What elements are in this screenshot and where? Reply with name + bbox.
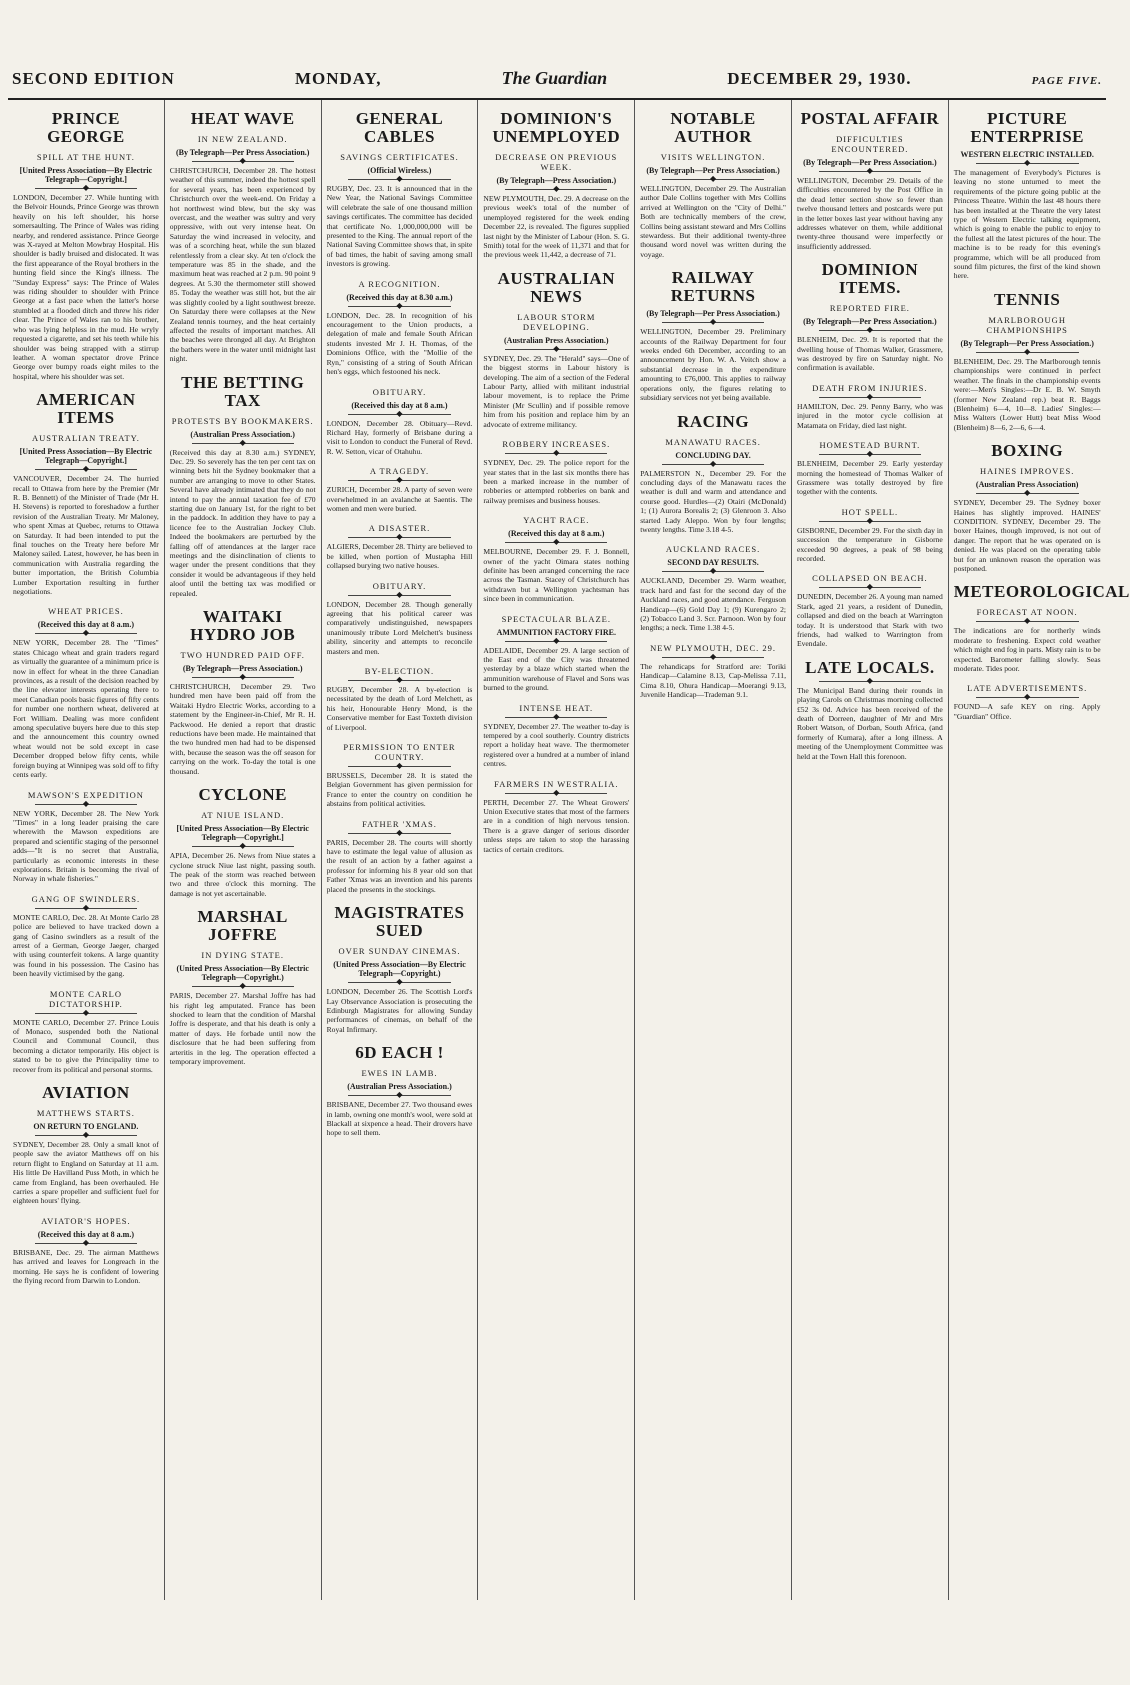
divider-rule [348,414,450,415]
article-body: The management of Everybody's Pictures is leaving no stone unturned to meet the requirements of the picture going public at the Princess Theatre. Within the last 48 hours there has been installed at the Theatre the very latest type of Western Electric talking equipment, which is going to enable the public to enjoy to the fullest all the latest pictures of the hour. The machine is to be ready for this evening's programme, which will be all produced from sound film pictures, the first of the kind shown here. [953,168,1101,281]
divider-rule [348,179,450,180]
article-body: PALMERSTON N., December 29. For the concluding days of the Manawatu races the weather is dull and warm and attendance and course good. Hurdles—(2) Otairi (McDonald) 1; (1) Aurora Borealis 2; (3) Glenroon 3. Also started Lady Aleppo. Won by four lengths; twenty lengths. Time 3.18 4-5. [640,468,786,534]
article-credit: (By Telegraph—Press Association.) [182,664,303,674]
article [797,507,943,564]
divider-rule [35,804,137,805]
masthead [8,68,1106,100]
divider-rule [662,571,764,572]
article-headline: DOMINION'S UNEMPLOYED [492,109,621,146]
column-1 [8,100,165,1600]
article-credit: AMMUNITION FACTORY FIRE. [496,627,616,637]
article-body: LONDON, Dec. 28. In recognition of his encouragement to the Union products, a delegation of male and female South African students invested Mr J. H. Thomas, of the Dominions Office, with the "Mollie of the Ryn," consisting of a string of South African hen's eggs, which festooned his neck. [326,310,473,377]
date-label: DECEMBER 29, 1930. [727,69,912,88]
article-body: SYDNEY, December 28. Only a small knot of people saw the aviator Matthews off on his return flight to England on Saturday at 11 a.m. His little De Havilland Puss Moth, in which he came from England, has been overhauled. He carries a spare propeller and sufficient fuel for eighteen hours' flying. [13,1140,159,1206]
article-subheading: DEATH FROM INJURIES. [812,382,928,393]
article-subheading: IN NEW ZEALAND. [197,134,288,144]
article-subheading: IN DYING STATE. [201,950,284,961]
article-credit: (Received this day at 8 a.m.) [508,529,605,539]
divider-rule [192,677,294,678]
article [954,291,1101,432]
column-4 [478,100,635,1600]
article-body: MELBOURNE, December 29. F. J. Bonnell, owner of the yacht Oimara states nothing definite has been arranged concerning the race across the Tasman. Stacey of Christchurch has withdrawn but a Wellington yachtsman has since been in communication. [483,547,630,604]
article-body: CHRISTCHURCH, December 28. The hottest weather of this summer, indeed the hottest spell for several years, has been experienced by Christchurch over the week-end. On Friday a hot northwest wind blew, but the sky was overcast, and the weather was sultry and very oppressive, with out very intense heat. On Saturday the wind increased in velocity, and was of a scorching heat, while the sun blazed relentlessly from a clear sky. At ten o'clock the temperature was 85 in the shade, and the maximum heat was reached at 2 p.m. 90 point 9 degrees. At 5.30 the thermometer still showed 85. Today the weather was still hot, but the air was slightly cooled by a light southwest breeze. On Saturday there were collapses at the New Zealand tennis tourney, and the heat certainly affected the results of important matches. All the beaches were thronged all day. At Brighton the bathers were in the water until midnight last night. [169,166,316,364]
article-subheading: LATE ADVERTISEMENTS. [967,683,1088,694]
column-3 [322,100,479,1600]
article-subheading: HOT SPELL. [841,506,899,517]
article-body: WELLINGTON, December 29. Details of the difficulties encountered by the Post Office in the dead letter section show so fewer than twelve thousand letters and postcards were put in the letter boxes last year without having any addresses whatever on them, while additional twenty-three thousand were imperfectly or insufficiently addressed. [796,176,943,251]
article-subheading: ROBBERY INCREASES. [502,439,611,450]
article [327,110,473,269]
divider-rule [35,188,137,189]
article-subheading: TWO HUNDRED PAID OFF. [180,650,305,661]
article-credit: (By Telegraph—Per Press Association.) [646,309,780,319]
article-credit: (Official Wireless.) [367,166,432,175]
article [954,442,1101,573]
columns-container [8,100,1130,1600]
divider-rule [348,680,450,681]
article-body: GISBORNE, December 29. For the sixth day in succession the temperature in Gisborne exceeded 90 degrees, a peak of 98 being recorded. [796,525,943,563]
article-credit: (By Telegraph—Per Press Association.) [960,338,1094,348]
article-subheading: SAVINGS CERTIFICATES. [340,152,459,162]
article [483,614,629,693]
column-5 [635,100,792,1600]
article-body: LONDON, December 28. Though generally agreeing that his political career was comparatively undistinguished, newspapers unanimously tribute Lord Melchett's business ability, sincerity and attempts to reconcile masters and men. [326,599,473,656]
article [483,439,629,505]
article-credit: CONCLUDING DAY. [675,450,751,460]
article [327,1044,473,1138]
article-headline: AMERICAN ITEMS [36,390,136,428]
divider-rule [192,443,294,444]
newspaper-page [8,68,1130,1677]
article [797,659,943,761]
article-body: WELLINGTON, December 29. The Australian author Dale Collins together with Mrs Collins arrived at Wellington on the "City of Delhi." Both are technically members of the crew, Collins being assistant steward and Mrs Collins stewardess. But their additional twenty-three thousand word novel was written during the voyage. [640,184,786,259]
article-body: SYDNEY, December 27. The weather to-day is tempered by a cool southerly. Country districts report a holiday heat wave. The thermometer registered over a hundred at a number of inland centres. [483,721,630,769]
article [13,110,159,381]
article-subheading: INTENSE HEAT. [519,702,594,713]
article [170,374,316,599]
article [170,786,316,898]
article-credit: (By Telegraph—Press Association.) [496,176,617,185]
divider-rule [976,352,1079,353]
article-headline: CYCLONE [198,785,287,805]
article-subheading: DIFFICULTIES ENCOUNTERED. [831,134,909,154]
divider-rule [662,322,764,323]
article-credit: [United Press Association—By Electric Telegraph—Copyright.] [19,166,153,184]
article [13,391,159,596]
article-subheading: OVER SUNDAY CINEMAS. [338,946,461,957]
article-body: APIA, December 26. News from Niue states a cyclone struck Niue last night, passing south. The peak of the storm was reached between two and three o'clock this morning. The damage is not yet ascertainable. [169,851,316,898]
article-body: ADELAIDE, December 29. A large section of the East end of the City was threatened yesterday by a blaze which started when the ammunition warehouse of Flavel and Sons was burned to the ground. [483,645,630,693]
day-label: MONDAY, [294,69,382,88]
article-headline: PICTURE ENTERPRISE [970,109,1084,146]
article-body: MONTE CARLO, Dec. 28. At Monte Carlo 28 police are believed to have tracked down a gang of Casino swindlers as a result of the arrest of a German, George Jaeger, charged with using counterfeit tokens. A large quantity was found in his possession. The Casino has been heavily victimised by the gang. [13,912,159,979]
article-body: LONDON, December 28. Obituary—Revd. Richard Hay, formerly of Brisbane during a visit to London to conduct the Funeral of Revd. R. W. Setton, vicar of Otahuhu. [326,418,473,456]
article-headline: DOMINION ITEMS. [821,260,919,298]
article [327,466,473,513]
divider-rule [819,397,921,398]
column-2 [165,100,322,1600]
article [483,270,629,429]
article [13,790,159,884]
article-body: MONTE CARLO, December 27. Prince Louis of Monaco, suspended both the National Council and Communal Council, thus becoming a dictator temporarily. His object is stated to be to give the Principality time to recover from its political and personal storms. [13,1017,159,1074]
divider-rule [348,982,450,983]
article-body: SYDNEY, Dec. 29. The "Herald" says—One of the biggest storms in Labour history is developing. The aim of a section of the Federal Labour Party, allied with militant industrial labour movement, is to replace the Prime Minister (Mr Scullin) and if possible remove him from his position and replace him by an advocate of extreme militancy. [483,353,630,429]
divider-rule [819,521,921,522]
article [13,1216,159,1286]
article [640,413,786,535]
divider-rule [35,469,137,470]
article-body: RUGBY, December 28. A by-election is necessitated by the death of Lord Melchett, as his heir, Honourable Henry Mond, is the Conservative member for East Toxteth division of Liverpool. [326,685,473,732]
article-body: PERTH, December 27. The Wheat Growers' Union Executive states that most of the farmers are in a condition of high nervous tension. There is a grave danger of serious disorder unless steps are taken to stop the harassing tactics of certain creditors. [483,797,630,854]
divider-rule [348,537,450,538]
article-body: BLENHEIM, Dec. 29. It is reported that the dwelling house of Thomas Walker, Grassmere, was destroyed by fire on Saturday night. No confirmation is available. [796,335,943,373]
article [13,1084,159,1206]
article-body: BRISBANE, Dec. 29. The airman Matthews has arrived and leaves for Longreach in the morning. He says he is confident of lowering the flying record from Darwin to London. [13,1247,159,1286]
article [327,279,473,377]
divider-rule [505,542,607,543]
paper-title: The Guardian [501,68,608,88]
article [327,666,473,732]
divider-rule [819,330,921,331]
article-body: The Municipal Band during their rounds in playing Carols on Christmas morning collected £52 3s 0d. Advice has been received of the death of Dorreen, daughter of Mr and Mrs Robert Watson, of Dorban, South Africa, (and formerly of Kumara), after a long illness. A meeting of the Unemployment Committee was held at the Town Hall this forenoon. [796,685,943,761]
article-body: CHRISTCHURCH, December 29. Two hundred men have been paid off from the Waitaki Hydro Electric Works, according to a statement by the Engineer-in-Chief, Mr R. H. Packwood. He denied a report that drastic reductions have been made. He maintained that the two hundred men had had to be dispensed with, because the season was the off season for carrying on the work. To-day the total is one thousand. [169,682,316,776]
article-credit: (Received this day at 8.30 a.m.) [346,292,453,302]
divider-rule [348,833,450,834]
article-body: DUNEDIN, December 26. A young man named Stark, aged 21 years, a resident of Dunedin, collapsed and died on the beach at Warrington today. It is understood that Stark with two friends, had walked to Warrington from Evendale. [796,592,943,649]
article-credit: (By Telegraph—Per Press Association.) [803,317,937,327]
article-subheading: FARMERS IN WESTRALIA. [494,778,619,789]
article [327,523,473,570]
article-body: WELLINGTON, December 29. Preliminary accounts of the Railway Department for four weeks ended 6th December, according to an announcement by Hon. W. A. Veitch show a substantial decrease in the expenditure amounting to £76,000. This applies to railway operations only, the figures relating to subsidiary services not yet being available. [640,327,786,403]
article-body: PARIS, December 28. The courts will shortly have to estimate the legal value of allusion as the result of an action by a father against a professor for informing his 8 year old son that Father 'Xmas was an invention and his parents placed the presents in the stockings. [326,837,473,894]
article-subheading: WHEAT PRICES. [48,606,124,617]
article-body: HAMILTON, Dec. 29. Penny Barry, who was injured in the motor cycle collision at Matamata on Friday, died last night. [796,401,943,430]
article [797,110,943,251]
article-subheading: DECREASE ON PREVIOUS WEEK. [495,152,618,172]
article-headline: GENERAL CABLES [355,109,444,146]
article-body: NEW PLYMOUTH, Dec. 29. A decrease on the previous week's total of the number of unemployed registered for the week ending December 22, is revealed. The figures supplied last night by the Minister of Labour (Hon. S. G. Smith) total for the week of 11,371 and that for the previous week 11,442, a decrease of 71. [483,194,630,260]
article [327,819,473,894]
divider-rule [505,189,607,190]
article [953,582,1130,673]
article-body: SYDNEY, December 29. The Sydney boxer Haines has slightly improved. HAINES' CONDITION. SYDNEY, December 29. The boxer Haines, though improved, is not out of danger. The report that he was operated on is denied. He was placed on the operating table but for an unknown reason the operation was postponed. [953,498,1101,573]
article-headline: THE BETTING TAX [181,372,305,410]
article-body: ALGIERS, December 28. Thirty are believed to be killed, when portion of Mustapha Hill collapsed burying two native houses. [326,542,473,571]
article [327,387,473,457]
article-body: ZURICH, December 28. A party of seven were overwhelmed in an avalanche at Saentis. The women and men were buried. [326,485,473,513]
article-credit: WESTERN ELECTRIC INSTALLED. [960,150,1094,159]
article-subheading: OBITUARY. [372,580,427,591]
divider-rule [662,179,764,180]
article-credit: (Australian Press Association.) [347,1082,452,1092]
article-subheading: EWES IN LAMB. [361,1068,438,1079]
article-headline: NOTABLE AUTHOR [670,109,756,146]
article-subheading: NEW PLYMOUTH, DEC. 29. [650,642,776,653]
article [327,904,473,1034]
article-body: BLENHEIM, December 29. Early yesterday morning the homestead of Thomas Walker of Grassmere was totally destroyed by fire together with the contents. [796,459,943,497]
article-subheading: BY-ELECTION. [364,666,435,676]
article-body: RUGBY, Dec. 23. It is announced that in the New Year, the National Savings Committee will celebrate the sale of one thousand million savings certificates. The committee has decided that certificate No. 1,000,000,000 will be presented to the King. The annual report of the National Saving Committee shows that, in spite of bad times, the habit of saving among small investors is growing. [326,184,473,269]
divider-rule [35,1013,137,1014]
article-headline: MARSHAL JOFFRE [197,907,288,945]
article-subheading: MATTHEWS STARTS. [36,1108,135,1119]
article-subheading: PROTESTS BY BOOKMAKERS. [171,415,314,426]
article-subheading: SPILL AT THE HUNT. [36,152,135,162]
article [640,269,786,402]
article-headline: HEAT WAVE [190,109,295,128]
divider-rule [35,1135,137,1136]
article-headline: AVIATION [42,1083,130,1103]
article-body: (Received this day at 8.30 a.m.) SYDNEY, Dec. 29. So severely has the ten per cent tax on winning bets hit the Sydney bookmaker that a number are arranging to move to other States. Several have already intimated that they do not intend to pay the annual taxation fee of £70 starting due on January 1st, for the right to bet in the paddock. In addition they have to pay a licence fee to the Australian Jockey Club. Indeed the bookmakers are perturbed by the falling off of attendances at the larger race meetings and the disinclination of clients to wager under the present conditions that they consider it would be advantageous if they held aloof until the betting tax was modified or repealed. [169,447,316,598]
divider-rule [348,1095,450,1096]
article [797,383,943,430]
article-subheading: SPECTACULAR BLAZE. [501,613,611,624]
article-body: SYDNEY, Dec. 29. The police report for the year states that in the last six months there has been a marked increase in the number of robberies or attempted robberies on bank and railway premises and business houses. [483,458,630,505]
article-headline: 6D EACH ! [355,1043,444,1063]
article-body: NEW YORK, December 28. The "Times" states Chicago wheat and grain traders regard as virtually the guarantee of a minimum price is now in effect for wheat in the three Canadian provinces, as a result of the decision reached by the line elevator interests operating there to meet Canadian pools basic figures of fifty cents for number one northern wheat, delivered at Fort William. Dealing was more confident among speculative buyers here due to this step and the announcement this country owned wheat would not be sold except in case December dropped below fifty cents, while foreign buying at Winnipeg was sold off to fifty cents early. [13,638,159,780]
article-subheading: MONTE CARLO DICTATORSHIP. [48,988,123,1009]
divider-rule [976,697,1079,698]
article [170,608,316,776]
article-body: BLENHEIM, Dec. 29. The Marlborough tennis championships were continued in perfect weather. The finals in the championship events were:—Men's Singles:—Dr E. B. W. Smyth (former New Zealand rep.) beat R. Baggs (Blenheim) 6—4, 10—8. Ladies' Singles:—Miss Walters (Lower Hutt) beat Miss Wood (Blenheim) 8—6, 2—6, 6—4. [953,356,1101,432]
article [170,908,316,1066]
article [954,110,1101,281]
article [483,703,629,769]
article-credit: [United Press Association—By Electric Telegraph—Copyright.] [19,447,153,466]
article-subheading: REPORTED FIRE. [829,303,910,314]
article-credit: (By Telegraph—Per Press Association.) [803,158,937,167]
column-6 [792,100,949,1600]
divider-rule [976,621,1079,622]
divider-rule [348,480,450,481]
divider-rule [819,171,921,172]
article-subheading: FATHER 'XMAS. [362,818,437,829]
article-headline: MAGISTRATES SUED [334,903,465,941]
article [954,683,1101,721]
divider-rule [976,493,1079,494]
article-subheading: PERMISSION TO ENTER COUNTRY. [343,742,456,763]
divider-rule [35,908,137,909]
article-subheading: AVIATOR'S HOPES. [41,1215,131,1226]
article-credit: (By Telegraph—Per Press Association.) [646,166,780,175]
article-credit: ON RETURN TO ENGLAND. [33,1122,139,1132]
divider-rule [976,163,1079,164]
article-body: The indications are for northerly winds moderate to freshening. Expect cold weather which might end fog in parts. Misty rain is to be expected. Barometer falling slowly. Seas moderate. Tides poor. [953,626,1101,673]
divider-rule [505,641,607,642]
article-headline: PRINCE GEORGE [47,109,125,146]
divider-rule [35,1243,137,1244]
article-credit: (Australian Press Association) [975,480,1079,490]
article-subheading: MANAWATU RACES. [665,436,761,447]
article-subheading: A TRAGEDY. [369,466,430,477]
article-body: BRISBANE, December 27. Two thousand ewes in lamb, owning one month's wool, were sold at Blackall at sixpence a head. Their drovers have hope to sell them. [326,1100,473,1138]
article-credit: (United Press Association—By Electric Telegraph—Copyright.) [333,960,466,979]
article [797,440,943,497]
article-subheading: AUCKLAND RACES. [665,544,761,555]
article-headline: TENNIS [994,289,1061,309]
divider-rule [192,846,294,847]
divider-rule [35,633,137,634]
article-credit: (United Press Association—By Electric Telegraph—Copyright.) [176,964,309,983]
divider-rule [819,681,921,682]
article-credit: (Received this day at 8 a.m.) [37,1229,134,1239]
divider-rule [192,986,294,987]
article-subheading: A RECOGNITION. [358,278,441,289]
article-headline: RAILWAY RETURNS [670,268,756,306]
article-credit: (Australian Press Association.) [190,429,295,439]
article-credit: (Australian Press Association.) [504,335,609,345]
article-body: BRUSSELS, December 28. It is stated the Belgian Government has given permission for France to enter the country on condition he abstains from political activities. [326,771,473,809]
article-subheading: MARLBOROUGH CHAMPIONSHIPS [986,314,1068,335]
divider-rule [192,161,294,162]
article [640,110,786,259]
divider-rule [819,587,921,588]
article [13,894,159,979]
article [640,643,786,700]
article-headline: WAITAKI HYDRO JOB [190,607,296,645]
article [797,261,943,373]
article-subheading: COLLAPSED ON BEACH. [812,573,928,584]
article [170,110,316,364]
article [483,779,629,854]
article-subheading: A DISASTER. [368,523,431,534]
divider-rule [505,793,607,794]
article-body: FOUND—A safe KEY on ring. Apply "Guardian" Office. [953,702,1101,721]
article-body: The rehandicaps for Stratford are: Toriki Handicap—Calamine 8.13, Cap-Melissa 7.11, Cima 8.10, Ohura Handicap—Moerangi 9.13, Juvenile Handicap—Trademan 9.1. [640,661,786,699]
divider-rule [505,453,607,454]
article-credit: SECOND DAY RESULTS. [667,558,759,568]
page-number: PAGE FIVE. [1031,75,1102,87]
article [483,515,629,603]
article-subheading: GANG OF SWINDLERS. [31,893,141,904]
divider-rule [505,717,607,718]
article-body: LONDON, December 27. While hunting with the Belvoir Hounds, Prince George was thrown heavily on his left shoulder, his horse somersaulting. The Prince of Wales was riding nearby, and rendered assistance. Prince George was X-rayed at Melton Mowbray Hospital. His shoulder is badly bruised and dislocated. It was the first appearance of the Royal brothers in the hunting field since the King's illness. The "Sunday Express" says: The Prince of Wales was riding shoulder to shoulder with Prince George at a fast pace when the latter's horse stumbled at a flooded ditch and threw his rider clear. The Prince of Wales ran to his brother, who was lying helpless in the mud. He wryly requested a cigarette, and set his teeth while his shoulder was being strapped with a stirrup leather. A woman spectator drove Prince George over bumpy roads eight miles to the hospital, where his shoulder was set. [13,193,159,381]
divider-rule [348,766,450,767]
article [327,742,473,809]
article-credit: [United Press Association—By Electric Telegraph—Copyright.] [176,824,309,843]
article-headline: LATE LOCALS. [805,657,935,677]
article-body: AUCKLAND, December 29. Warm weather, track hard and fast for the second day of the Auckland races, and good attendance. Ferguson Handicap—(6) Gold Day 1; (9) Kurengaro 2; (2) Tobacco Land 3. Scr. Parnoon. Won by four lengths; a neck. Time 1.38 4-5. [640,576,786,633]
article-credit: (By Telegraph—Per Press Association.) [175,148,310,157]
divider-rule [662,464,764,465]
article-headline: AUSTRALIAN NEWS [497,268,615,306]
article [327,581,473,656]
article-credit: (Received this day at 8 a.m.) [351,400,448,410]
column-7 [949,100,1130,1600]
article-body: PARIS, December 27. Marshal Joffre has had his right leg amputated. France has been shocked to learn that the condition of Marshal Joffre is desperate, and that his death is only a matter of days. He forbade until now the disclosure that he had been suffering from arteritis in the leg. The operation effected a temporary improvement. [169,991,316,1066]
divider-rule [505,349,607,350]
article-subheading: FORECAST AT NOON. [976,607,1078,618]
divider-rule [348,306,450,307]
article-body: VANCOUVER, December 24. The hurried recall to Ottawa from here by the Premier (Mr R. B. Bennett) of the Minister of Trade (Mr H. H. Stevens) is reported to foreshadow a further revision of the Australian Treaty. Mr Maloney, who spent Xmas at Quebec, returns to Ottawa on Saturday. It had been intended to put the final touches on the Treaty here before Mr Maloney sailed. Latest, however, he has been in communication with Australia regarding the butter importation, the British Columbia Lumber Exportation resulting in further negotiations. [13,474,159,596]
article-headline: POSTAL AFFAIR [800,109,940,128]
article [13,606,159,779]
article-subheading: HOMESTEAD BURNT. [819,440,921,451]
article-credit: (Received this day at 8 a.m.) [37,620,134,630]
article-subheading: VISITS WELLINGTON. [660,152,766,162]
article-subheading: AT NIUE ISLAND. [201,810,285,821]
article-body: NEW YORK, December 28. The New York "Times" in a long leader praising the care wherewith the Mawson expeditions are prepared and scientific staging of the personnel adds—"It is no secret that Australia, particularly as economic interests in these explorations. Britain is becoming the rival of Norway in whale fisheries." [13,808,159,884]
article-headline: RACING [677,411,750,431]
article-subheading: MAWSON'S EXPEDITION [27,789,144,800]
article-headline: BOXING [991,441,1064,461]
article [13,989,159,1074]
article-subheading: HAINES IMPROVES. [979,466,1075,477]
article-subheading: OBITUARY. [372,386,427,397]
article [640,544,786,632]
article-subheading: LABOUR STORM DEVELOPING. [517,311,596,332]
divider-rule [819,454,921,455]
article [483,110,629,260]
article-body: LONDON, December 26. The Scottish Lord's Lay Observance Association is prosecuting the Edinburgh Magistrates for allowing Sunday performances of cinemas, on behalf of the Royal Infirmary. [326,987,473,1034]
article-subheading: YACHT RACE. [523,515,590,526]
article-subheading: AUSTRALIAN TREATY. [31,433,140,444]
edition-label: SECOND EDITION [12,69,175,88]
article-headline: METEOROLOGICAL [953,582,1130,602]
divider-rule [662,657,764,658]
divider-rule [348,595,450,596]
article [797,573,943,648]
